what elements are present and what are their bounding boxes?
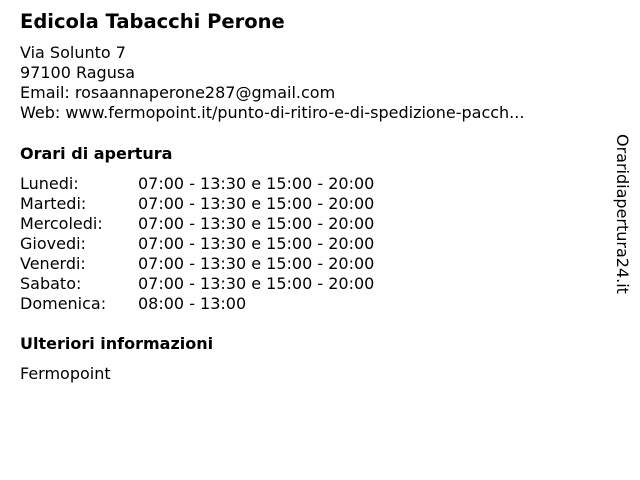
day-label: Giovedi: [20,234,86,253]
day-label: Domenica: [20,294,107,313]
additional-info-text: Fermopoint [20,364,111,383]
day-label: Mercoledi: [20,214,103,233]
site-brand-vertical [612,134,632,310]
time-range: 07:00 - 13:30 e 15:00 - 20:00 [138,274,375,293]
email-line[interactable]: Email: rosaannaperone287@gmail.com [20,83,336,102]
address-city: 97100 Ragusa [20,63,135,82]
day-label: Sabato: [20,274,82,293]
time-range: 07:00 - 13:30 e 15:00 - 20:00 [138,234,375,253]
time-range: 08:00 - 13:00 [138,294,247,313]
day-label: Lunedi: [20,174,79,193]
opening-hours-heading: Orari di apertura [20,144,173,163]
day-label: Venerdi: [20,254,86,273]
site-brand-text: Oraridiapertura24.it [613,134,632,294]
contact-block [20,43,524,123]
time-range: 07:00 - 13:30 e 15:00 - 20:00 [138,254,375,273]
additional-info-heading: Ulteriori informazioni [20,334,214,353]
web-line[interactable]: Web: www.fermopoint.it/punto-di-ritiro-e-di-spedizione-pacch... [20,103,525,122]
time-range: 07:00 - 13:30 e 15:00 - 20:00 [138,174,375,193]
address-street: Via Solunto 7 [20,43,126,62]
time-range: 07:00 - 13:30 e 15:00 - 20:00 [138,194,375,213]
business-name: Edicola Tabacchi Perone [20,10,285,33]
time-range: 07:00 - 13:30 e 15:00 - 20:00 [138,214,375,233]
day-label: Martedi: [20,194,87,213]
